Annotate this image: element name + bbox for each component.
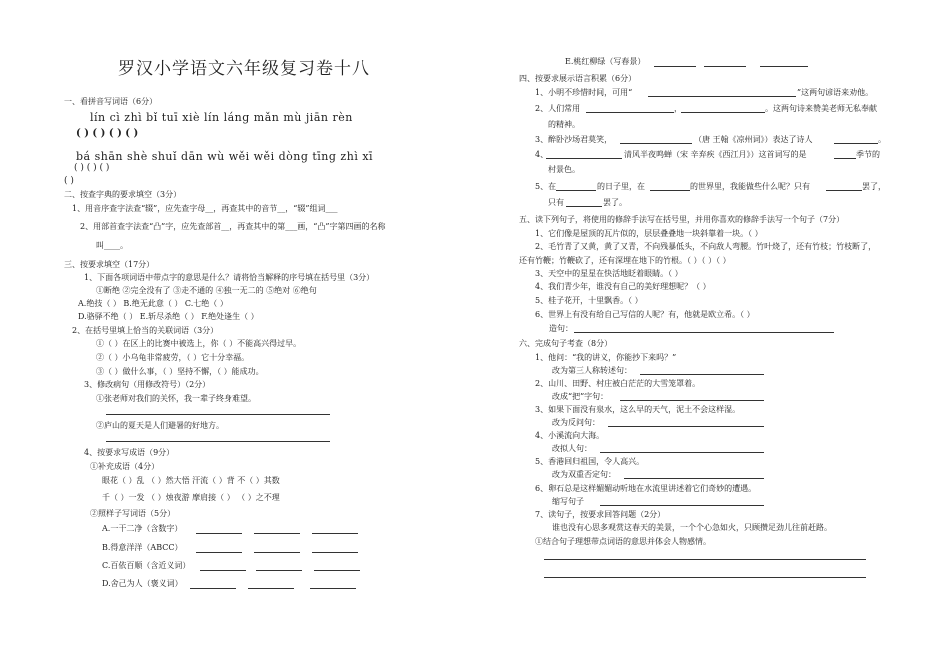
accumulation-q5c: 的世界里，我能做些什么呢？只有 — [690, 182, 810, 191]
fix-sentence-2: ②庐山的夏天是人们避暑的好地方。 — [96, 421, 224, 430]
answer-line[interactable] — [256, 570, 302, 571]
idiom-question: 4、按要求写成语（9分） — [84, 448, 175, 457]
meaning-question: 1、下面各项词语中带点字的意思是什么？请将恰当解释的序号填在括号里（3分） — [84, 273, 375, 282]
pattern-d: D.舍己为人（褒义词） — [102, 579, 183, 588]
answer-line[interactable] — [624, 478, 764, 479]
page-title: 罗汉小学语文六年级复习卷十八 — [118, 59, 370, 79]
reading-passage: 谁也没有心思多观赏这春天的美景，一个个心急如火，只顾攒足劲儿往前赶路。 — [552, 523, 832, 532]
answer-line[interactable] — [310, 588, 356, 589]
accumulation-q4a: 4、 — [535, 150, 549, 159]
rhetoric-3: 3、天空中的星星在快活地眨着眼睛。（ ） — [535, 269, 683, 278]
pattern-c: C.百依百顺（含近义词） — [102, 561, 191, 570]
answer-line[interactable] — [586, 112, 674, 113]
accumulation-q4c: 季节的 — [856, 150, 880, 159]
answer-line[interactable] — [600, 452, 764, 453]
answer-line[interactable] — [254, 552, 300, 553]
pinyin-row-2-brackets[interactable]: ( ) ( ) ( ) — [74, 163, 110, 173]
answer-line[interactable] — [648, 96, 796, 97]
idiom-row-2: 千（ ）一发 （ ）烛夜游 摩肩接（ ） （ ）之不理 — [102, 493, 280, 502]
accumulation-q1b: ”这两句谚语来劝他。 — [797, 88, 874, 97]
section-5-heading: 五、读下列句子，将使用的修辞手法写在括号里，并用你喜欢的修辞手法写一个句子（7分） — [519, 215, 845, 224]
answer-line[interactable] — [654, 66, 696, 67]
rhetoric-1: 1、它们像是屋顶的瓦片似的，层层叠叠地一块斜靠着一块。（ ） — [535, 229, 763, 238]
accumulation-q2a: 2、人们常用 — [535, 104, 581, 113]
conjunction-3: ③（ ）做什么事，（ ）坚持不懈，（ ）能成功。 — [96, 367, 264, 376]
answer-line[interactable] — [106, 441, 330, 442]
accumulation-q4b: 清风半夜鸣蝉（宋 辛弃疾《西江月》）这首词写的是 — [624, 150, 807, 159]
pattern-e: E.桃红柳绿（写春景） — [565, 57, 646, 66]
pinyin-row-1-brackets[interactable]: ( ) ( ) ( ) ( ) — [76, 128, 139, 139]
answer-line[interactable] — [760, 66, 808, 67]
pinyin-row-2-extra-bracket[interactable]: ( ) — [64, 176, 74, 186]
accumulation-q5e: 只有 — [548, 198, 564, 207]
accumulation-q4d: 村景色。 — [548, 165, 580, 174]
accumulation-q1a: 1、小明不珍惜时间，可用“ — [535, 88, 633, 97]
answer-line[interactable] — [650, 190, 690, 191]
accumulation-q3a: 3、醉卧沙场君莫笑， — [535, 135, 613, 144]
meaning-row-1: A.绝技（ ） B.绝无此意（ ） C.七绝（ ） — [78, 299, 228, 308]
pinyin-row-1: lín cì zhì bǐ tuī xiè lín láng mǎn mù jiān rèn — [90, 111, 353, 124]
make-sentence-label: 造句： — [549, 324, 573, 333]
pinyin-row-2: bá shān shè shuǐ dān wù wěi wěi dòng tīng zhì xī — [76, 150, 374, 163]
conjunction-2: ②（ ）小乌龟非常疲劳，（ ）它十分幸福。 — [96, 353, 250, 362]
accumulation-q5a: 5、在 — [535, 182, 557, 191]
accumulation-q2d: 的精神。 — [548, 120, 580, 129]
answer-line[interactable] — [704, 66, 746, 67]
answer-line[interactable] — [834, 143, 878, 144]
idiom-row-1: 眼花（ ）乱 （ ）然大悟 汗流（ ）背 不（ ）其数 — [102, 476, 280, 485]
idiom-subquestion-1: ①补充成语（4分） — [90, 462, 160, 471]
pattern-a: A.一干二净（含数字） — [102, 524, 183, 533]
rhetoric-4: 4、我们青少年，谁没有自己的美好理想呢？（ ） — [535, 282, 711, 291]
answer-line[interactable] — [106, 414, 330, 415]
answer-line[interactable] — [566, 206, 602, 207]
dictionary-question-2b: 叫____。 — [96, 241, 128, 250]
pattern-b: B.得意洋洋（ABCC） — [102, 543, 183, 552]
answer-line[interactable] — [196, 533, 242, 534]
sentence-q6b: 缩写句子 — [552, 497, 584, 506]
sentence-q5b: 改为双重否定句： — [552, 470, 616, 479]
answer-line[interactable] — [312, 552, 358, 553]
answer-line[interactable] — [544, 559, 866, 560]
fix-sentence-question: 3、修改病句（用修改符号）（2分） — [84, 380, 211, 389]
answer-line[interactable] — [248, 588, 294, 589]
answer-line[interactable] — [312, 533, 358, 534]
section-2-heading: 二、按查字典的要求填空（3分） — [64, 190, 182, 199]
answer-line[interactable] — [314, 570, 360, 571]
section-3-heading: 三、按要求填空（17分） — [64, 260, 155, 269]
sentence-q4b: 改拟人句： — [552, 444, 592, 453]
section-1-heading: 一、看拼音写词语（6分） — [64, 97, 158, 106]
answer-line[interactable] — [200, 570, 246, 571]
accumulation-q5f: 罢了。 — [603, 198, 627, 207]
sentence-q7: 7、读句子，按要求回答问题（2分） — [535, 510, 666, 519]
sentence-q2: 2、山川、田野、村庄被白茫茫的大雪笼罩着。 — [535, 379, 701, 388]
dictionary-question-1: 1、用音序查字法查“辍”，应先查字母__，再查其中的音节__，“辍”组词___ — [72, 204, 338, 213]
reading-question: ①结合句子理想带点词语的意思并体会人物感情。 — [535, 537, 711, 546]
dictionary-question-2: 2、用部首查字法查“凸”字，应先查部首__，再查其中的第___画，“凸”字第四画的名称 — [80, 222, 386, 231]
sentence-q1: 1、他问：“我的讲义，你能抄下来吗？” — [535, 353, 677, 362]
conjunction-question: 2、在括号里填上恰当的关联词语（3分） — [72, 326, 219, 335]
answer-line[interactable] — [190, 588, 236, 589]
answer-line[interactable] — [620, 400, 764, 401]
conjunction-1: ①（ ）在区上的比赛中被选上，你（ ）不能高兴得过早。 — [96, 339, 302, 348]
sentence-q6: 6、卵石总是这样媚媚动听地在水流里讲述着它们奇妙的遭遇。 — [535, 484, 757, 493]
fix-sentence-1: ①张老师对我们的关怀，我一辈子终身难望。 — [96, 394, 256, 403]
answer-line[interactable] — [196, 552, 242, 553]
meaning-row-2: D.骆驿不绝（ ） E.斩尽杀绝（ ） F.绝处逢生（ ） — [78, 312, 259, 321]
rhetoric-6: 6、世界上有没有给自己写信的人呢？有，他就是欧立希。（ ） — [535, 310, 755, 319]
answer-line[interactable] — [834, 158, 856, 159]
answer-line[interactable] — [544, 577, 866, 578]
accumulation-q3b: （唐 王翰《凉州词》）表达了诗人 — [694, 135, 813, 144]
sentence-q2b: 改成“把”字句： — [552, 392, 609, 401]
answer-line[interactable] — [620, 143, 692, 144]
answer-line[interactable] — [826, 190, 862, 191]
accumulation-q5d: 罢了， — [862, 182, 886, 191]
section-4-heading: 四、按要求展示语言积累（6分） — [519, 74, 637, 83]
section-6-heading: 六、完成句子考查（8分） — [519, 339, 613, 348]
answer-line[interactable] — [681, 112, 765, 113]
answer-line[interactable] — [600, 505, 764, 506]
sentence-q1b: 改为第三人称转述句： — [552, 366, 632, 375]
answer-line[interactable] — [608, 426, 764, 427]
idiom-subquestion-2: ②照样子写词语（5分） — [90, 509, 176, 518]
meaning-options: ①断绝 ②完全没有了 ③走不通的 ④独一无二的 ⑤绝对 ⑥绝句 — [96, 286, 317, 295]
accumulation-q3c: 。 — [878, 135, 886, 144]
accumulation-q2c: 。这两句诗来赞美老师无私奉献 — [765, 104, 877, 113]
answer-line[interactable] — [254, 533, 300, 534]
rhetoric-5: 5、桂子花开，十里飘香。（ ） — [535, 296, 643, 305]
sentence-q5: 5、香港回归祖国，令人高兴。 — [535, 457, 645, 466]
sentence-q3b: 改为反问句： — [552, 418, 600, 427]
answer-line[interactable] — [640, 374, 764, 375]
rhetoric-2: 2、毛竹青了又黄，黄了又青，不向残暴低头，不向敌人弯腰。竹叶烧了，还有竹枝；竹枝断了， — [535, 242, 877, 251]
answer-line[interactable] — [546, 158, 622, 159]
accumulation-q2b: ， — [674, 104, 682, 113]
sentence-q4: 4、小溪流向大海。 — [535, 431, 605, 440]
sentence-q3: 3、如果下面没有泉水，这么早的天气，泥土不会这样湿。 — [535, 405, 741, 414]
answer-line[interactable] — [556, 190, 596, 191]
accumulation-q5b: 的日子里，在 — [597, 182, 645, 191]
rhetoric-2b: 还有竹鞭；竹鞭砍了，还有深埋在地下的竹根。（ ）（ ）（ ） — [519, 256, 731, 265]
answer-line[interactable] — [574, 332, 834, 333]
